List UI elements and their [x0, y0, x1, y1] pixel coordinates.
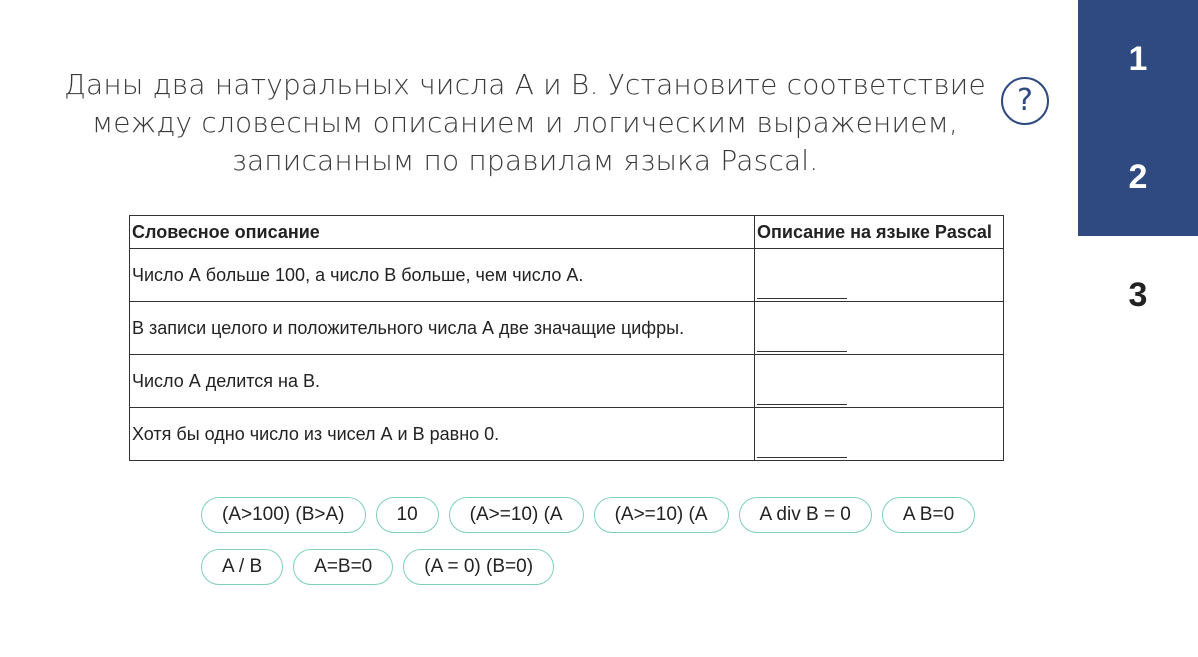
nav-item-3[interactable]: 3: [1078, 236, 1198, 354]
question-text: [55, 66, 995, 180]
nav-item-2[interactable]: 2: [1078, 118, 1198, 236]
row-description: Хотя бы одно число из чисел А и В равно 0.: [130, 408, 755, 461]
table-row: [130, 355, 1004, 408]
options-row-2: [201, 549, 1001, 585]
question-line-2: между словесным описанием и логическим выражением,: [91, 106, 959, 139]
row-description: Число А больше 100, а число В больше, чем число А.: [130, 249, 755, 302]
table-row: [130, 408, 1004, 461]
table-header-row: [130, 216, 1004, 249]
question-mark-icon: ?: [1017, 83, 1033, 118]
answer-cell: [755, 302, 1004, 355]
table-row: [130, 302, 1004, 355]
option-chip[interactable]: (A>100) (B>A): [201, 497, 366, 533]
answer-drop-slot[interactable]: [757, 327, 847, 352]
option-chip[interactable]: (A>=10) (A: [449, 497, 584, 533]
question-line-1: Даны два натуральных числа А и В. Установите соответствие: [64, 68, 986, 101]
option-chip[interactable]: (A = 0) (B=0): [403, 549, 554, 585]
option-chip[interactable]: A B=0: [882, 497, 975, 533]
header-verbal-description: Словесное описание: [130, 216, 755, 249]
answer-options: [201, 497, 1001, 601]
row-description: Число А делится на В.: [130, 355, 755, 408]
answer-cell: [755, 408, 1004, 461]
answer-cell: [755, 249, 1004, 302]
option-chip[interactable]: A div B = 0: [739, 497, 872, 533]
nav-item-1[interactable]: 1: [1078, 0, 1198, 118]
help-button[interactable]: [1001, 77, 1049, 125]
options-row-1: [201, 497, 1001, 533]
option-chip[interactable]: (A>=10) (A: [594, 497, 729, 533]
option-chip[interactable]: 10: [376, 497, 439, 533]
option-chip[interactable]: A=B=0: [293, 549, 393, 585]
answer-drop-slot[interactable]: [757, 274, 847, 299]
question-nav: [1078, 0, 1198, 354]
header-pascal-description: Описание на языке Pascal: [755, 216, 1004, 249]
answer-drop-slot[interactable]: [757, 380, 847, 405]
row-description: В записи целого и положительного числа А две значащие цифры.: [130, 302, 755, 355]
answer-cell: [755, 355, 1004, 408]
matching-table: [129, 215, 1004, 461]
table-row: [130, 249, 1004, 302]
question-line-3: записанным по правилам языка Pascal.: [231, 144, 819, 177]
option-chip[interactable]: A / B: [201, 549, 283, 585]
answer-drop-slot[interactable]: [757, 433, 847, 458]
